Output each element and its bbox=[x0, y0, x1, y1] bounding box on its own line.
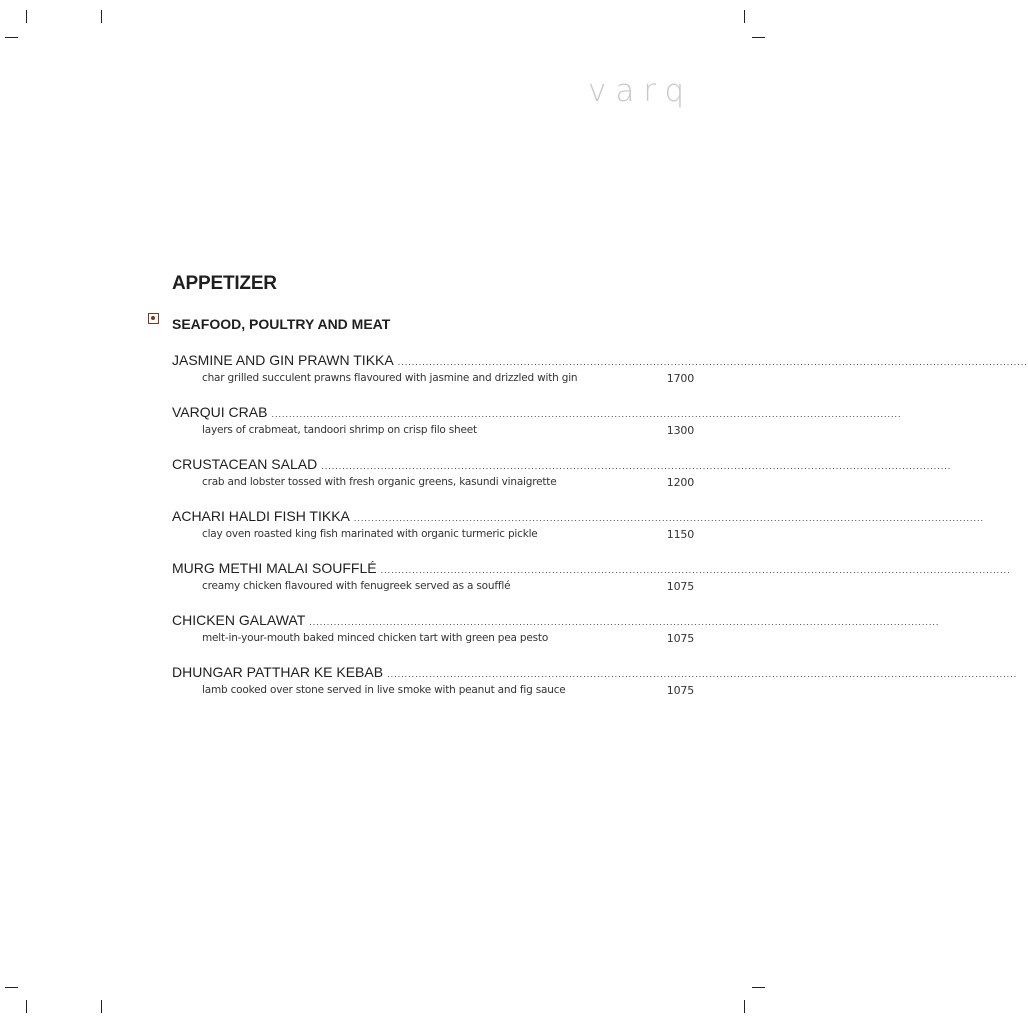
item-name: MURG METHI MALAI SOUFFLÉ bbox=[172, 560, 377, 576]
item-price: 1075 bbox=[666, 684, 694, 697]
crop-mark bbox=[5, 987, 18, 988]
item-description: lamb cooked over stone served in live smoke with peanut and fig sauce bbox=[202, 684, 566, 696]
menu-item bbox=[172, 560, 1011, 612]
crop-mark bbox=[101, 1000, 102, 1013]
item-price: 1150 bbox=[666, 528, 694, 541]
crop-mark bbox=[5, 37, 18, 38]
crop-mark bbox=[26, 10, 27, 23]
item-description: char grilled succulent prawns flavoured with jasmine and drizzled with gin bbox=[202, 372, 578, 384]
item-description: clay oven roasted king fish marinated with organic turmeric pickle bbox=[202, 528, 538, 540]
dot-leader: .................................................................................................................................................................................... bbox=[397, 357, 1028, 367]
section-title: APPETIZER bbox=[172, 273, 277, 294]
menu-item bbox=[172, 456, 952, 508]
menu-item bbox=[172, 612, 940, 664]
brand-logo: varq bbox=[588, 73, 694, 109]
dot-leader: .................................................................................................................................................................................... bbox=[380, 565, 1011, 575]
dot-leader: .................................................................................................................................................................................... bbox=[271, 409, 902, 419]
crop-mark bbox=[752, 987, 765, 988]
item-name: VARQUI CRAB bbox=[172, 404, 268, 420]
menu-item bbox=[172, 664, 1018, 716]
item-description: creamy chicken flavoured with fenugreek served as a soufflé bbox=[202, 580, 511, 592]
dot-leader: .................................................................................................................................................................................... bbox=[321, 461, 952, 471]
crop-mark bbox=[26, 1000, 27, 1013]
non-veg-icon bbox=[148, 313, 159, 324]
item-price: 1300 bbox=[666, 424, 694, 437]
dot-leader: .................................................................................................................................................................................... bbox=[309, 617, 940, 627]
item-price: 1200 bbox=[666, 476, 694, 489]
item-description: layers of crabmeat, tandoori shrimp on crisp filo sheet bbox=[202, 424, 477, 436]
item-name: JASMINE AND GIN PRAWN TIKKA bbox=[172, 352, 394, 368]
item-name: DHUNGAR PATTHAR KE KEBAB bbox=[172, 664, 384, 680]
item-description: crab and lobster tossed with fresh organic greens, kasundi vinaigrette bbox=[202, 476, 557, 488]
dot-leader: .................................................................................................................................................................................... bbox=[353, 513, 984, 523]
item-description: melt-in-your-mouth baked minced chicken tart with green pea pesto bbox=[202, 632, 549, 644]
item-price: 1700 bbox=[666, 372, 694, 385]
dot-leader: .................................................................................................................................................................................... bbox=[387, 669, 1018, 679]
menu-item bbox=[172, 508, 984, 560]
item-name: CHICKEN GALAWAT bbox=[172, 612, 306, 628]
item-name: ACHARI HALDI FISH TIKKA bbox=[172, 508, 350, 524]
menu-item bbox=[172, 404, 902, 456]
crop-mark bbox=[744, 1000, 745, 1013]
crop-mark bbox=[752, 37, 765, 38]
menu-item bbox=[172, 352, 1028, 404]
crop-mark bbox=[101, 10, 102, 23]
item-name: CRUSTACEAN SALAD bbox=[172, 456, 318, 472]
crop-mark bbox=[744, 10, 745, 23]
item-price: 1075 bbox=[666, 632, 694, 645]
item-price: 1075 bbox=[666, 580, 694, 593]
menu-items bbox=[172, 352, 1028, 716]
subsection-title: SEAFOOD, POULTRY AND MEAT bbox=[172, 316, 391, 332]
